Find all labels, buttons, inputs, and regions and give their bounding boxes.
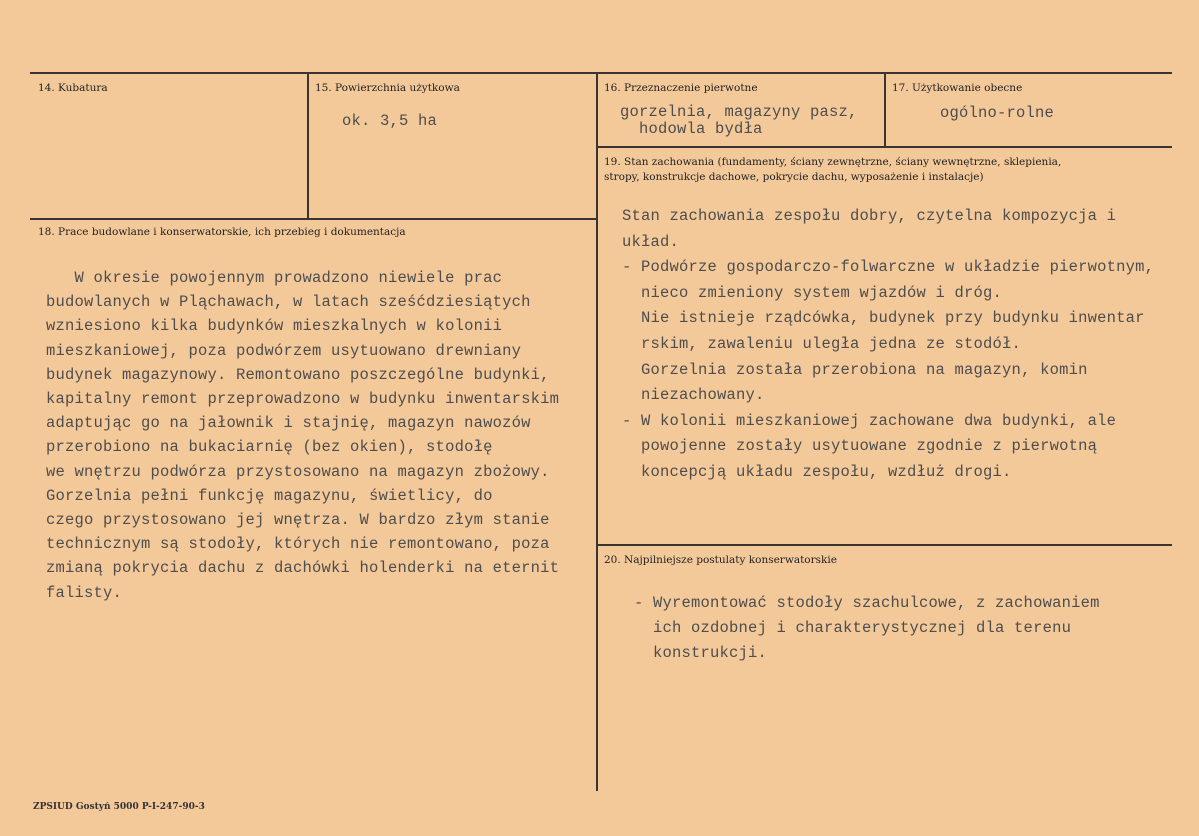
field-18-line: mieszkaniowej, poza podwórzem usytuowano drewniany (46, 341, 522, 360)
field-18-line: wzniesiono kilka budynków mieszkalnych w kolonii (46, 317, 503, 336)
field-18-line: falisty. (46, 583, 123, 602)
divider-16-17 (884, 73, 886, 147)
field-18-line: we wnętrzu podwórza przystosowano na magazyn zbożowy. (46, 462, 550, 481)
field-16-line: hodowla bydła (620, 120, 763, 138)
field-18-line: budowlanych w Pląchawach, w latach sześćdziesiątych (46, 293, 531, 312)
form-footer-code: ZPSIUD Gostyń 5000 P-I-247-90-3 (33, 802, 205, 812)
field-20-line: konstrukcji. (634, 644, 768, 662)
field-19-line: rskim, zawaleniu uległa jedna ze stodół. (622, 334, 1022, 353)
rule-under-16-17 (597, 146, 1172, 148)
top-rule (30, 72, 1172, 74)
field-18-line: czego przystosowano jej wnętrza. W bardzo złym stanie (46, 511, 550, 530)
field-20-line: ich ozdobnej i charakterystycznej dla terenu (634, 619, 1072, 637)
field-16-line: gorzelnia, magazyny pasz, (620, 103, 858, 121)
field-15-value: ok. 3,5 ha (342, 112, 438, 130)
field-18-line: budynek magazynowy. Remontowano poszczególne budynki, (46, 365, 550, 384)
field-18-line: zmianą pokrycia dachu z dachówki holenderki na eternit (46, 559, 560, 578)
field-15-label: 15. Powierzchnia użytkowa (315, 82, 460, 94)
field-19-label-line-2: stropy, konstrukcje dachowe, pokrycie dachu, wyposażenie i instalacje) (604, 171, 984, 183)
field-19-line: Gorzelnia została przerobiona na magazyn, komin (622, 360, 1088, 379)
field-19-line: układ. (622, 232, 680, 251)
field-17-label: 17. Użytkowanie obecne (892, 82, 1023, 94)
field-18-line: Gorzelnia pełni funkcję magazynu, świetlicy, do (46, 486, 493, 505)
field-17-value: ogólno-rolne (940, 104, 1055, 122)
field-16-label: 16. Przeznaczenie pierwotne (604, 82, 758, 94)
field-19-line: - Podwórze gospodarczo-folwarczne w układzie pierwotnym, (622, 258, 1155, 277)
field-18-line: kapitalny remont przeprowadzono w budynku inwentarskim (46, 390, 560, 409)
field-14-label: 14. Kubatura (38, 82, 108, 94)
field-19-line: nieco zmieniony system wjazdów i dróg. (622, 283, 1003, 302)
field-18-line: technicznym są stodoły, których nie remontowano, poza (46, 535, 550, 554)
field-18-line: W okresie powojennym prowadzono niewiele prac (46, 269, 503, 287)
field-16-value (620, 104, 858, 138)
field-19-line: niezachowany. (622, 386, 765, 405)
field-20-label: 20. Najpilniejsze postulaty konserwatorskie (604, 554, 837, 566)
field-19-line: powojenne zostały usytuowane zgodnie z pierwotną (622, 437, 1098, 456)
field-18-line: adaptując go na jałownik i stajnię, magazyn nawozów (46, 414, 531, 433)
field-19-line: Nie istnieje rządcówka, budynek przy budynku inwentar (622, 309, 1145, 328)
field-19-line: koncepcją układu zespołu, wzdłuż drogi. (622, 462, 1012, 481)
field-18-text (46, 266, 594, 605)
rule-above-20 (597, 544, 1172, 546)
field-19-label-line-1: 19. Stan zachowania (fundamenty, ściany zewnętrzne, ściany wewnętrzne, sklepienia, (604, 156, 1062, 168)
field-18-label: 18. Prace budowlane i konserwatorskie, ich przebieg i dokumentacja (38, 226, 406, 238)
field-20-line: - Wyremontować stodoły szachulcowe, z zachowaniem (634, 594, 1100, 612)
rule-under-14-15 (30, 218, 597, 220)
field-19-text (622, 204, 1192, 486)
divider-15-16 (596, 73, 598, 791)
field-19-line: Stan zachowania zespołu dobry, czytelna kompozycja i (622, 207, 1117, 225)
field-18-line: przerobiono na bukaciarnię (bez okien), stodołę (46, 438, 493, 457)
field-19-line: - W kolonii mieszkaniowej zachowane dwa budynki, ale (622, 411, 1117, 430)
divider-14-15 (307, 73, 309, 219)
field-20-text (634, 591, 1100, 666)
